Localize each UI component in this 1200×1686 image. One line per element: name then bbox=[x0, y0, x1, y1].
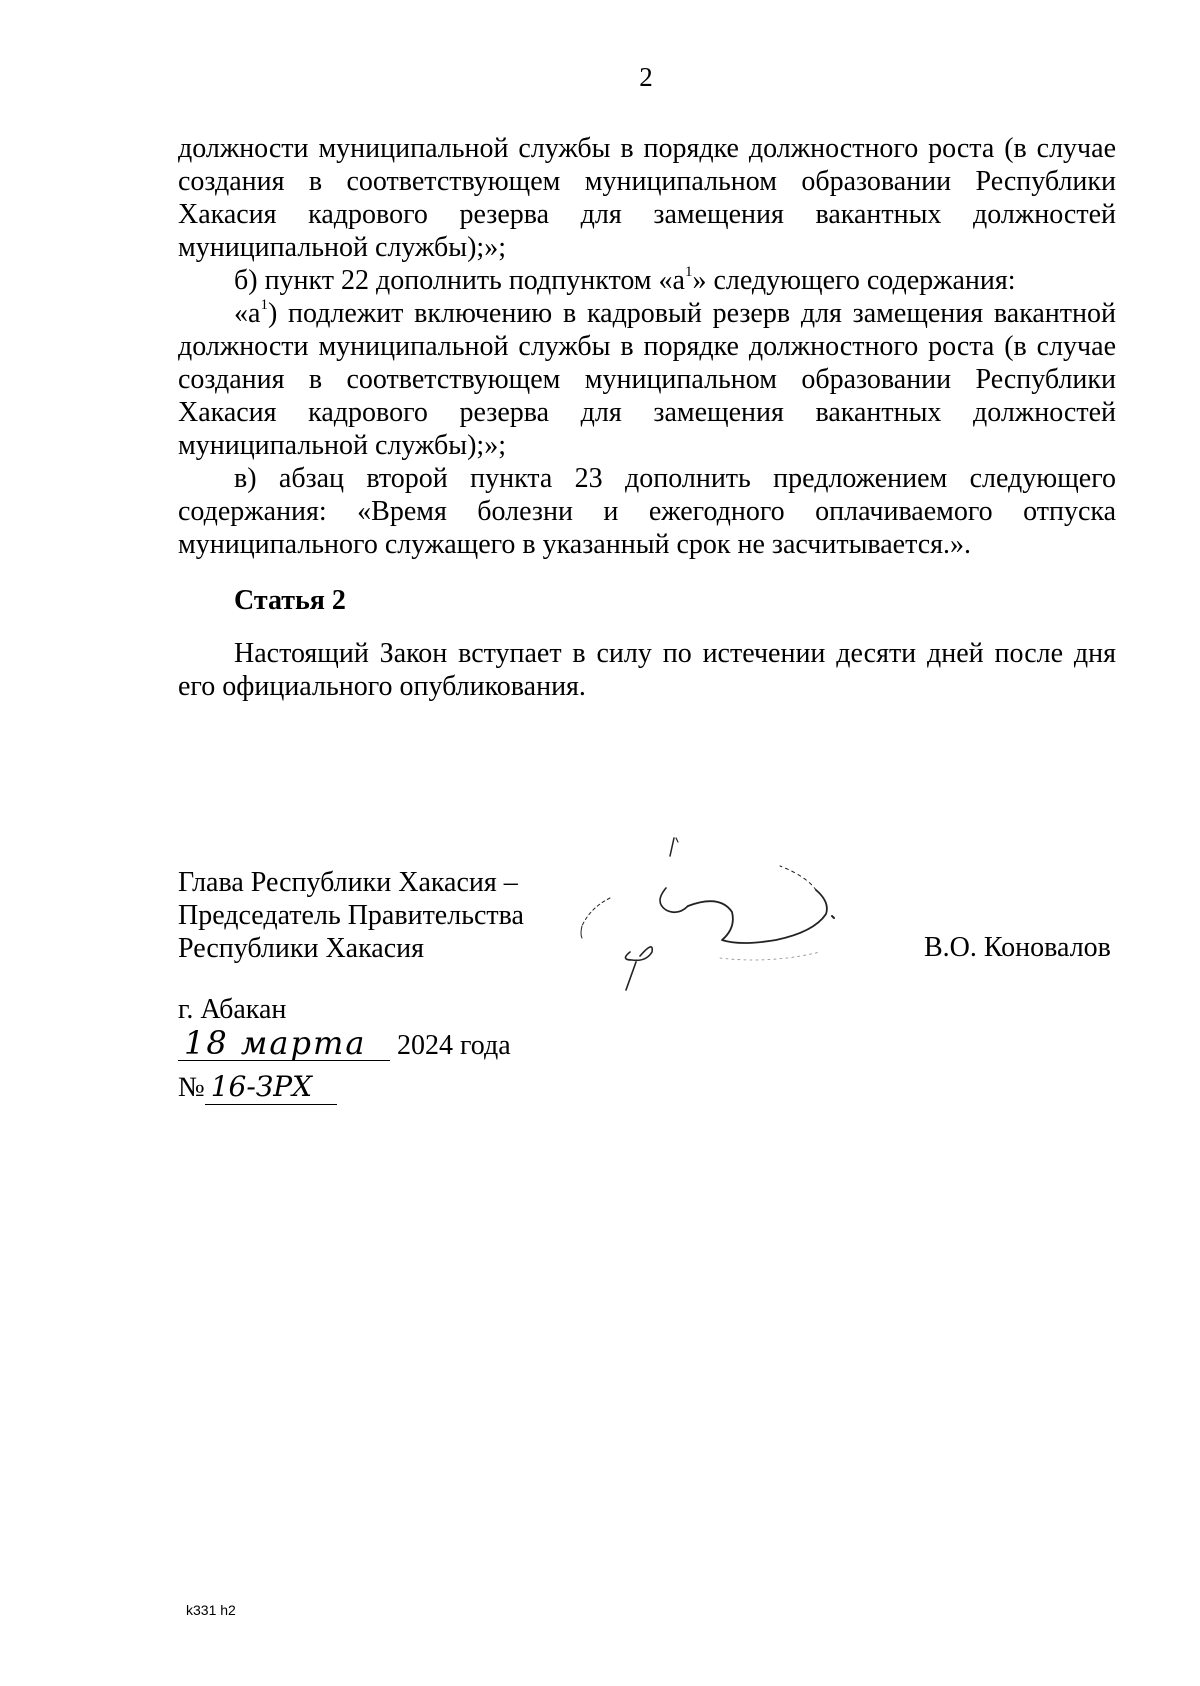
paragraph-item-b-tail: » следующего содержания: bbox=[692, 265, 1016, 296]
paragraph-continuation: должности муниципальной службы в порядке должностного роста (в случае создания в соответствующем муниципальном образовании Республики Хакасия кадрового резерва для замещения вакантных должностей муниципальной службы);»; bbox=[178, 133, 1116, 263]
city: г. Абакан bbox=[178, 994, 287, 1025]
signatory-line-2: Председатель Правительства bbox=[178, 900, 524, 931]
paragraph-item-v: в) абзац второй пункта 23 дополнить предложением следующего содержания: «Время болезни и ежегодного оплачиваемого отпуска муниципального служащего в указанный срок не засчитывается.». bbox=[178, 463, 1116, 560]
paragraph-subitem-a1-lead: «а bbox=[234, 298, 261, 329]
article-heading: Статья 2 bbox=[234, 585, 346, 616]
page-number: 2 bbox=[639, 62, 653, 92]
document-code: k331 h2 bbox=[186, 1602, 236, 1618]
signatory-title bbox=[178, 866, 524, 965]
law-number-line bbox=[178, 1070, 337, 1105]
signatory-line-1: Глава Республики Хакасия – bbox=[178, 867, 518, 898]
body-text bbox=[178, 132, 1116, 561]
signer-name: В.О. Коновалов bbox=[924, 932, 1111, 963]
paragraph-subitem-a1 bbox=[178, 297, 1116, 462]
paragraph-subitem-a1-text: ) подлежит включению в кадровый резерв для замещения вакантной должности муниципальной службы в порядке должностного роста (в случае создания в соответствующем муниципальном образовании Республики Хакасия кадрового резерва для замещения вакантных должностей муниципальной службы);»; bbox=[178, 298, 1116, 461]
signatory-line-3: Республики Хакасия bbox=[178, 933, 425, 964]
handwritten-signature bbox=[570, 828, 900, 1008]
article-text: Настоящий Закон вступает в силу по истечении десяти дней после дня его официального опубликования. bbox=[178, 638, 1116, 702]
superscript: 1 bbox=[684, 264, 693, 280]
handwritten-law-number: 16-ЗРХ bbox=[205, 1070, 337, 1105]
paragraph-item-b bbox=[178, 264, 1116, 297]
superscript: 1 bbox=[260, 297, 268, 313]
date-line bbox=[178, 1026, 511, 1062]
date-year: 2024 года bbox=[397, 1030, 511, 1061]
number-sign: № bbox=[178, 1072, 205, 1103]
paragraph-item-b-text: б) пункт 22 дополнить подпунктом «а bbox=[234, 265, 685, 296]
handwritten-date: 18 марта bbox=[178, 1026, 390, 1061]
